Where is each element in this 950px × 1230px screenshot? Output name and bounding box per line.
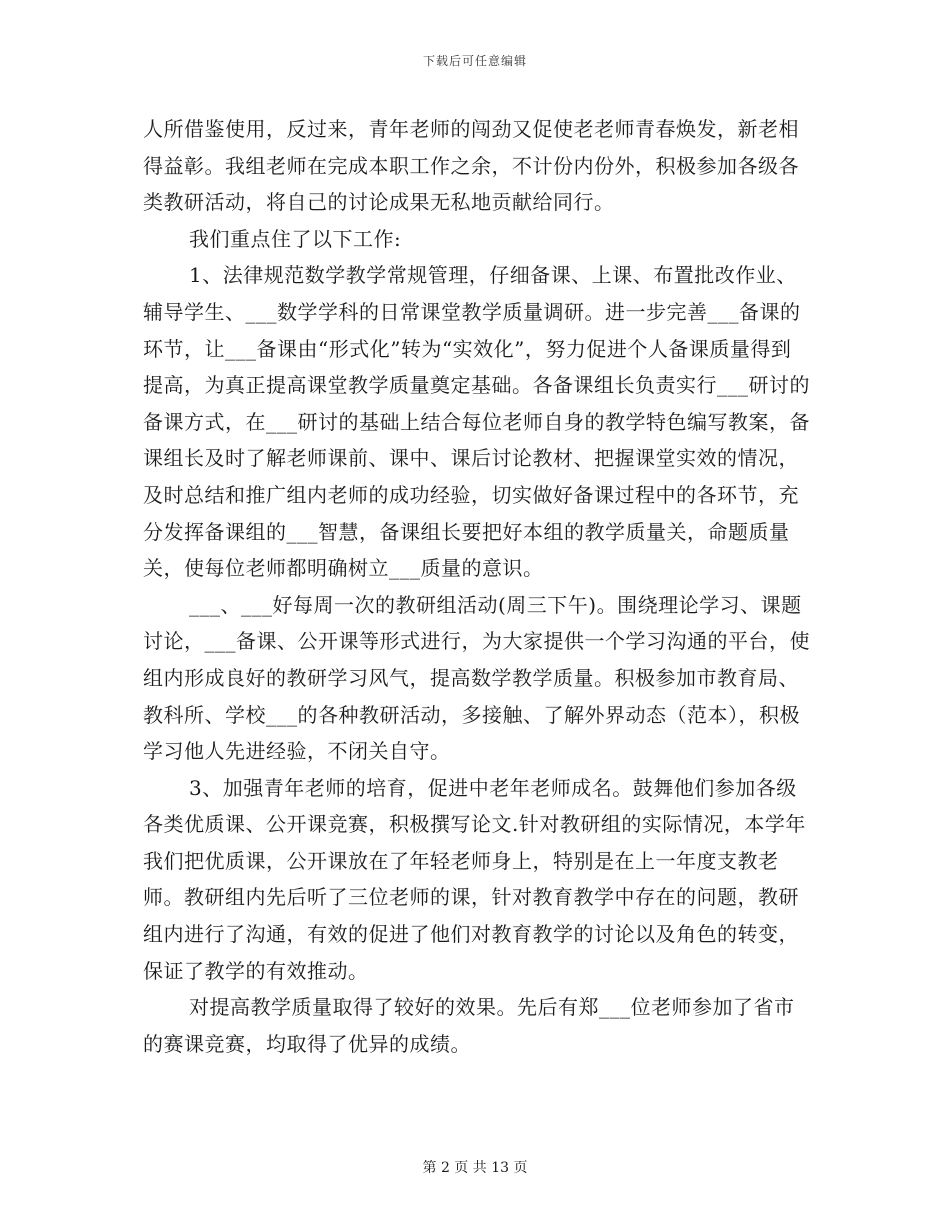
document-body — [143, 111, 811, 1062]
paragraph-continuation: 人所借鉴使用，反过来，青年老师的闯劲又促使老老师青春焕发，新老相得益彰。我组老师在完成本职工作之余，不计份内份外，积极参加各级各类教研活动，将自己的讨论成果无私地贡献给同行。 — [143, 117, 799, 215]
paragraph-item-3: 3、加强青年老师的培育，促进中老年老师成名。鼓舞他们参加各级各类优质课、公开课竞赛，积极撰写论文.针对教研组的实际情况，本学年我们把优质课，公开课放在了年轻老师身上，特别是在上一年度支教老师。教研组内先后听了三位老师的课，针对教育教学中存在的问题，教研组内进行了沟通，有效的促进了他们对教育教学的讨论以及角色的转变，保证了教学的有效推动。 — [143, 775, 806, 983]
paragraph-result: 对提高教学质量取得了较好的效果。先后有郑___位老师参加了省市的赛课竞赛，均取得了优异的成绩。 — [143, 995, 795, 1056]
paragraph-item-2: ___、___好每周一次的教研组活动(周三下午)。围绕理论学习、课题讨论，___备课、公开课等形式进行，为大家提供一个学习沟通的平台，使组内形成良好的教研学习风气，提高数学教学质量。积极参加市教育局、教科所、学校___的各种教研活动，多接触、了解外界动态（范本），积极学习他人先进经验，不闭关自守。 — [143, 592, 810, 764]
page-number: 第 2 页 共 13 页 — [422, 1160, 528, 1176]
header-note: 下载后可任意编辑 — [422, 54, 527, 68]
paragraph-item-1: 1、法律规范数学教学常规管理，仔细备课、上课、布置批改作业、辅导学生、___数学学科的日常课堂教学质量调研。进一步完善___备课的环节，让___备课由“形式化”转为“实效化”，努力促进个人备课质量得到提高，为真正提高课堂教学质量奠定基础。各备课组长负责实行___研讨的备课方式，在___研讨的基础上结合每位老师自身的教学特色编写教案，备课组长及时了解老师课前、课中、课后讨论教材、把握课堂实效的情况，及时总结和推广组内老师的成功经验，切实做好备课过程中的各环节，充分发挥备课组的___智慧，备课组长要把好本组的教学质量关，命题质量关，使每位老师都明确树立___质量的意识。 — [143, 263, 810, 581]
paragraph-intro: 我们重点住了以下工作: — [189, 226, 402, 251]
